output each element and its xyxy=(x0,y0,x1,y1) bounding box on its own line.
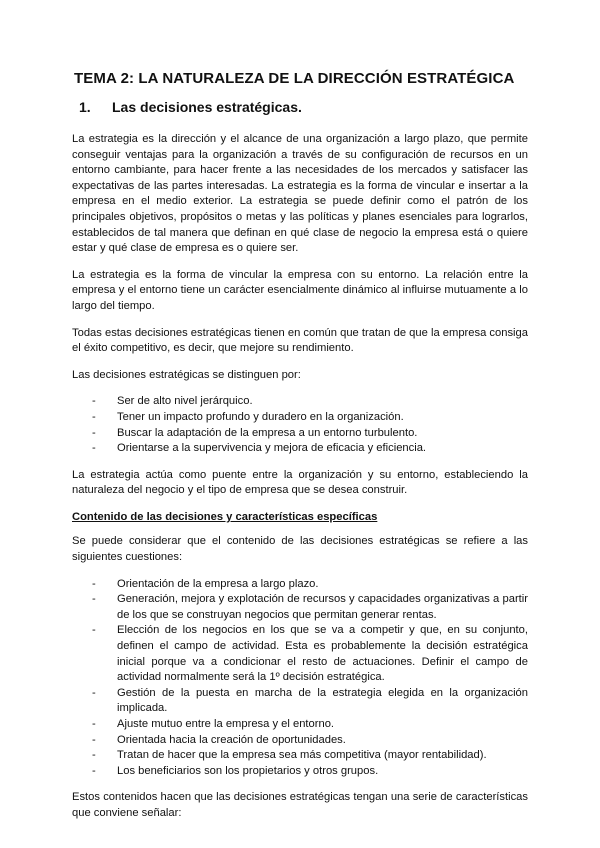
section-number: 1. xyxy=(79,99,91,115)
list-item: - Elección de los negocios en los que se va a competir y que, en su conjunto, definen el campo de actividad. Esta es probablemente la decisión estratégica inicial porque va a condicionar el resto de actuaciones. Definir el campo de actividad normalmente será la 1º decisión estratégica. xyxy=(92,623,528,685)
list-item: - Orientación de la empresa a largo plazo. xyxy=(92,577,528,593)
list-item: - Orientada hacia la creación de oportunidades. xyxy=(92,733,528,749)
list-item: - Ajuste mutuo entre la empresa y el entorno. xyxy=(92,717,528,733)
paragraph-characteristics-intro: Estos contenidos hacen que las decisiones estratégicas tengan una serie de características que conviene señalar: xyxy=(72,791,528,819)
list-item: - Tener un impacto profundo y duradero en la organización. xyxy=(92,410,528,426)
section-heading xyxy=(79,99,528,115)
list-item: - Buscar la adaptación de la empresa a un entorno turbulento. xyxy=(92,426,528,442)
paragraph-competitive-success: Todas estas decisiones estratégicas tienen en común que tratan de que la empresa consiga el éxito competitivo, es decir, que mejore su rendimiento. xyxy=(72,326,528,355)
paragraph-strategy-definition: La estrategia es la dirección y el alcance de una organización a largo plazo, que permite conseguir ventajas para la organización a través de su configuración de recursos en un entorno cambiante, para hacer frente a las necesidades de los mercados y satisfacer las expectativas de las partes interesadas. La estrategia es la forma de vincular e insertar a la empresa en el medio exterior. La estrategia se puede definir como el patrón de los principales objetivos, propósitos o metas y las políticas y planes esenciales para lograrlos, establecidos de tal manera que definan en qué clase de negocio la empresa está o quiere estar y qué clase de empresa es o quiere ser. xyxy=(72,133,528,255)
document-title: TEMA 2: LA NATURALEZA DE LA DIRECCIÓN ESTRATÉGICA xyxy=(74,70,515,87)
section-title: Las decisiones estratégicas. xyxy=(112,99,302,115)
list-item: - Orientarse a la supervivencia y mejora de eficacia y eficiencia. xyxy=(92,441,528,457)
paragraph-distinguished-by: Las decisiones estratégicas se distinguen por: xyxy=(72,368,301,381)
list-item: - Generación, mejora y explotación de recursos y capacidades organizativas a partir de los que se construyan negocios que permitan generar rentas. xyxy=(92,592,528,623)
list-item: - Tratan de hacer que la empresa sea más competitiva (mayor rentabilidad). xyxy=(92,748,528,764)
list-item: - Gestión de la puesta en marcha de la estrategia elegida en la organización implicada. xyxy=(92,686,528,717)
paragraph-strategy-bridge: La estrategia actúa como puente entre la organización y su entorno, estableciendo la naturaleza del negocio y el tipo de empresa que se desea construir. xyxy=(72,468,528,497)
list-item: - Ser de alto nivel jerárquico. xyxy=(92,394,528,410)
list-distinguishing-features xyxy=(72,394,528,456)
list-content-issues xyxy=(72,577,528,780)
list-item: - Los beneficiarios son los propietarios y otros grupos. xyxy=(92,764,528,780)
subheading-content: Contenido de las decisiones y características específicas xyxy=(72,510,378,523)
paragraph-content-intro: Se puede considerar que el contenido de las decisiones estratégicas se refiere a las siguientes cuestiones: xyxy=(72,535,528,564)
paragraph-strategy-environment: La estrategia es la forma de vincular la empresa con su entorno. La relación entre la empresa y el entorno tiene un carácter esencialmente dinámico al influirse mutuamente a lo largo del tiempo. xyxy=(72,268,528,312)
